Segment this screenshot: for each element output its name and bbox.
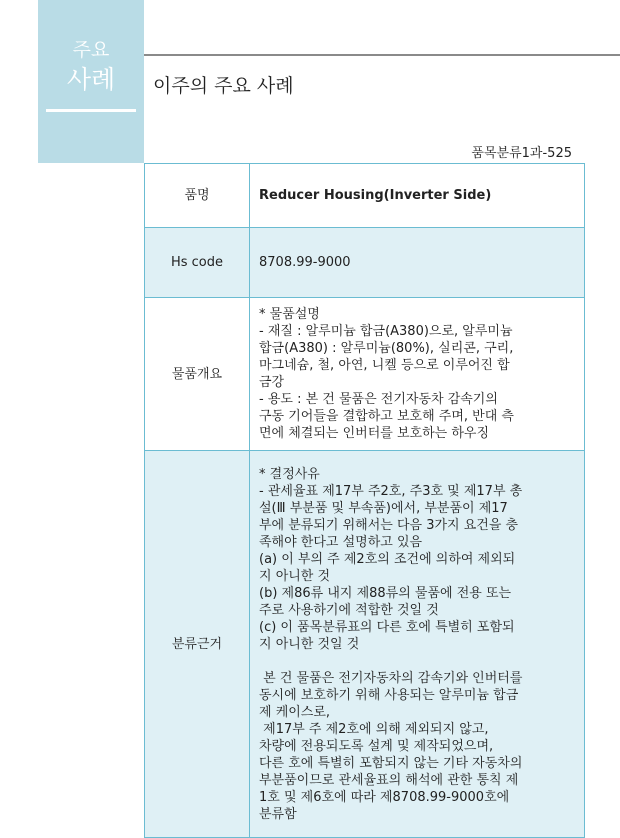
hs-label: Hs code [145,228,250,298]
text-line: - 관세율표 제17부 주2호, 주3호 및 제17부 총 [259,483,523,499]
section-tab-rule [46,109,136,112]
text-line: 제 케이스로, [259,704,331,720]
text-line: 마그네슘, 철, 아연, 니켈 등으로 이루어진 합 [259,358,510,373]
text-line: 제17부 주 제2호에 의해 제외되지 않고, [259,721,489,737]
text-line: 합금(A380) : 알루미늄(80%), 실리콘, 구리, [259,341,514,356]
section-tab [38,0,144,163]
page-title: 이주의 주요 사례 [153,75,294,97]
text-line: 지 아니한 것일 것 [259,636,360,652]
name-value: Reducer Housing(Inverter Side) [250,164,585,228]
section-tab-label-1: 주요 [72,39,110,61]
text-line: * 결정사유 [259,466,320,482]
text-line: 분류함 [259,806,297,822]
table-row-hs [145,228,585,298]
text-line: 1호 및 제6호에 따라 제8708.99-9000호에 [259,789,510,805]
text-line: (a) 이 부의 주 제2호의 조건에 의하여 제외되 [259,551,516,567]
overview-value [250,298,585,451]
name-label: 품명 [145,164,250,228]
table-row-name [145,164,585,228]
text-line: 금강 [259,375,285,390]
header-rule [144,54,620,56]
text-line: 족해야 한다고 설명하고 있음 [259,534,423,550]
text-line: 차량에 전용되도록 설계 및 제작되었으며, [259,738,494,754]
section-tab-label-2: 사례 [66,65,116,94]
table-row-overview [145,298,585,451]
text-line: 설(Ⅲ 부분품 및 부속품)에서, 부분품이 제17 [259,500,508,516]
text-line: * 물품설명 [259,307,320,322]
table-row-basis [145,451,585,838]
case-table [144,163,585,838]
text-line: 부분품이므로 관세율표의 해석에 관한 통칙 제 [259,772,519,788]
text-line [259,653,578,670]
text-line: (b) 제86류 내지 제88류의 물품에 전용 또는 [259,585,512,601]
text-line: (c) 이 품목분류표의 다른 호에 특별히 포함되 [259,619,515,635]
text-line: 부에 분류되기 위해서는 다음 3가지 요건을 충 [259,517,519,533]
text-line: 다른 호에 특별히 포함되지 않는 기타 자동차의 [259,755,523,771]
text-line: - 용도 : 본 건 물품은 전기자동차 감속기의 [259,392,498,407]
text-line: 면에 체결되는 인버터를 보호하는 하우징 [259,426,490,441]
text-line: 구동 기어들을 결합하고 보호해 주며, 반대 측 [259,409,514,424]
basis-label: 분류근거 [145,451,250,838]
text-line: 동시에 보호하기 위해 사용되는 알루미늄 합금 [259,687,519,703]
text-line: - 재질 : 알루미늄 합금(A380)으로, 알루미늄 [259,324,513,339]
reference-code: 품목분류1과-525 [471,146,572,161]
text-line: 본 건 물품은 전기자동차의 감속기와 인버터를 [259,670,523,686]
basis-value [250,451,585,838]
text-line: 주로 사용하기에 적합한 것일 것 [259,602,439,618]
overview-label: 물품개요 [145,298,250,451]
text-line: 지 아니한 것 [259,568,331,584]
hs-value: 8708.99-9000 [250,228,585,298]
